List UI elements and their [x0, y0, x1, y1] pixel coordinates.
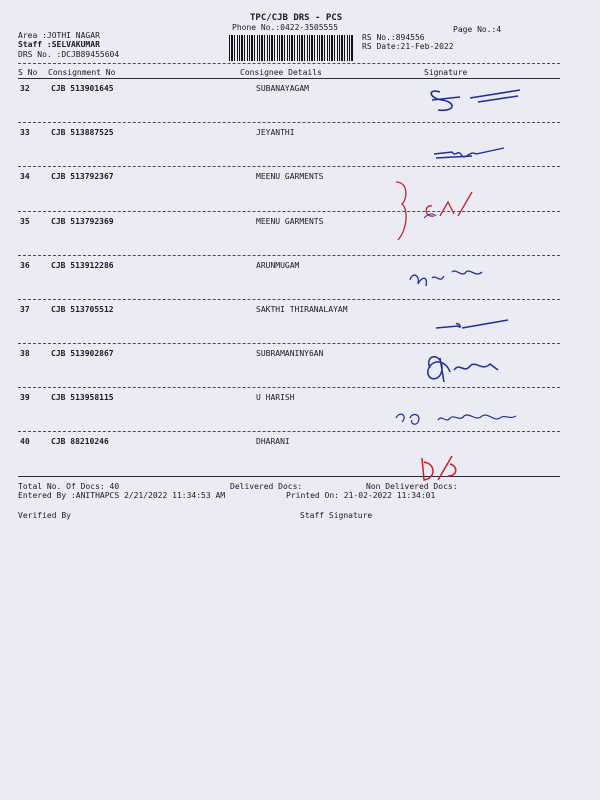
- row-consignee: SUBANAYAGAM: [256, 84, 309, 93]
- row-consignment: CJB 513912286: [51, 261, 114, 270]
- row-divider: [18, 255, 560, 256]
- total-docs: Total No. Of Docs: 40: [18, 482, 120, 491]
- area-label: Area :JOTHI NAGAR: [18, 31, 100, 40]
- printed-on: Printed On: 21-02-2022 11:34:01: [286, 491, 436, 500]
- delivered-docs: Delivered Docs:: [230, 482, 303, 491]
- column-header-divider: [18, 78, 560, 79]
- column-header-signature: Signature: [424, 68, 468, 77]
- row-sno: 37: [20, 305, 30, 314]
- row-consignee: SAKTHI THIRANALAYAM: [256, 305, 348, 314]
- row-sno: 36: [20, 261, 30, 270]
- row-sno: 35: [20, 217, 30, 226]
- signature-mark: [420, 348, 510, 392]
- staff-signature-label: Staff Signature: [300, 511, 373, 520]
- signature-mark: [432, 144, 512, 168]
- row-consignment: CJB 513705512: [51, 305, 114, 314]
- row-consignment: CJB 513902867: [51, 349, 114, 358]
- document-title: TPC/CJB DRS - PCS: [250, 13, 343, 23]
- staff-label: Staff :SELVAKUMAR: [18, 40, 100, 49]
- entered-by: Entered By :ANITHAPCS 2/21/2022 11:34:53 AM: [18, 491, 226, 500]
- row-sno: 39: [20, 393, 30, 402]
- signature-mark: [432, 318, 512, 342]
- row-consignee: U HARISH: [256, 393, 295, 402]
- row-sno: 38: [20, 349, 30, 358]
- row-consignment: CJB 513792369: [51, 217, 114, 226]
- row-sno: 40: [20, 437, 30, 446]
- row-consignee: MEENU GARMENTS: [256, 217, 324, 226]
- row-consignment: CJB 513887525: [51, 128, 114, 137]
- signature-mark: [392, 404, 532, 436]
- signature-mark: [406, 262, 496, 296]
- phone-number: Phone No.:0422-3505555: [232, 23, 338, 32]
- column-header-sno: S No: [18, 68, 38, 77]
- column-header-consignment: Consignment No: [48, 68, 116, 77]
- table-bottom-divider: [18, 476, 560, 477]
- row-sno: 34: [20, 172, 30, 181]
- drs-number: DRS No. :DCJB89455604: [18, 50, 120, 59]
- row-consignee: JEYANTHI: [256, 128, 295, 137]
- row-sno: 33: [20, 128, 30, 137]
- header-divider: [18, 63, 560, 64]
- row-consignee: MEENU GARMENTS: [256, 172, 324, 181]
- barcode-image: [229, 35, 353, 61]
- row-consignee: DHARANI: [256, 437, 290, 446]
- row-consignee: SUBRAMANINY6AN: [256, 349, 324, 358]
- row-consignment: CJB 88210246: [51, 437, 109, 446]
- row-divider: [18, 299, 560, 300]
- signature-mark: [388, 178, 498, 254]
- signature-mark: [426, 84, 526, 120]
- row-consignment: CJB 513901645: [51, 84, 114, 93]
- column-header-consignee: Consignee Details: [240, 68, 322, 77]
- rs-date: RS Date:21-Feb-2022: [362, 42, 454, 51]
- row-consignee: ARUNMUGAM: [256, 261, 300, 270]
- non-delivered-docs: Non Delivered Docs:: [366, 482, 458, 491]
- verified-by-label: Verified By: [18, 511, 71, 520]
- row-consignment: CJB 513958115: [51, 393, 114, 402]
- row-consignment: CJB 513792367: [51, 172, 114, 181]
- rs-number: RS No.:894556: [362, 33, 425, 42]
- row-divider: [18, 343, 560, 344]
- row-divider: [18, 122, 560, 123]
- page-number: Page No.:4: [453, 25, 502, 34]
- row-sno: 32: [20, 84, 30, 93]
